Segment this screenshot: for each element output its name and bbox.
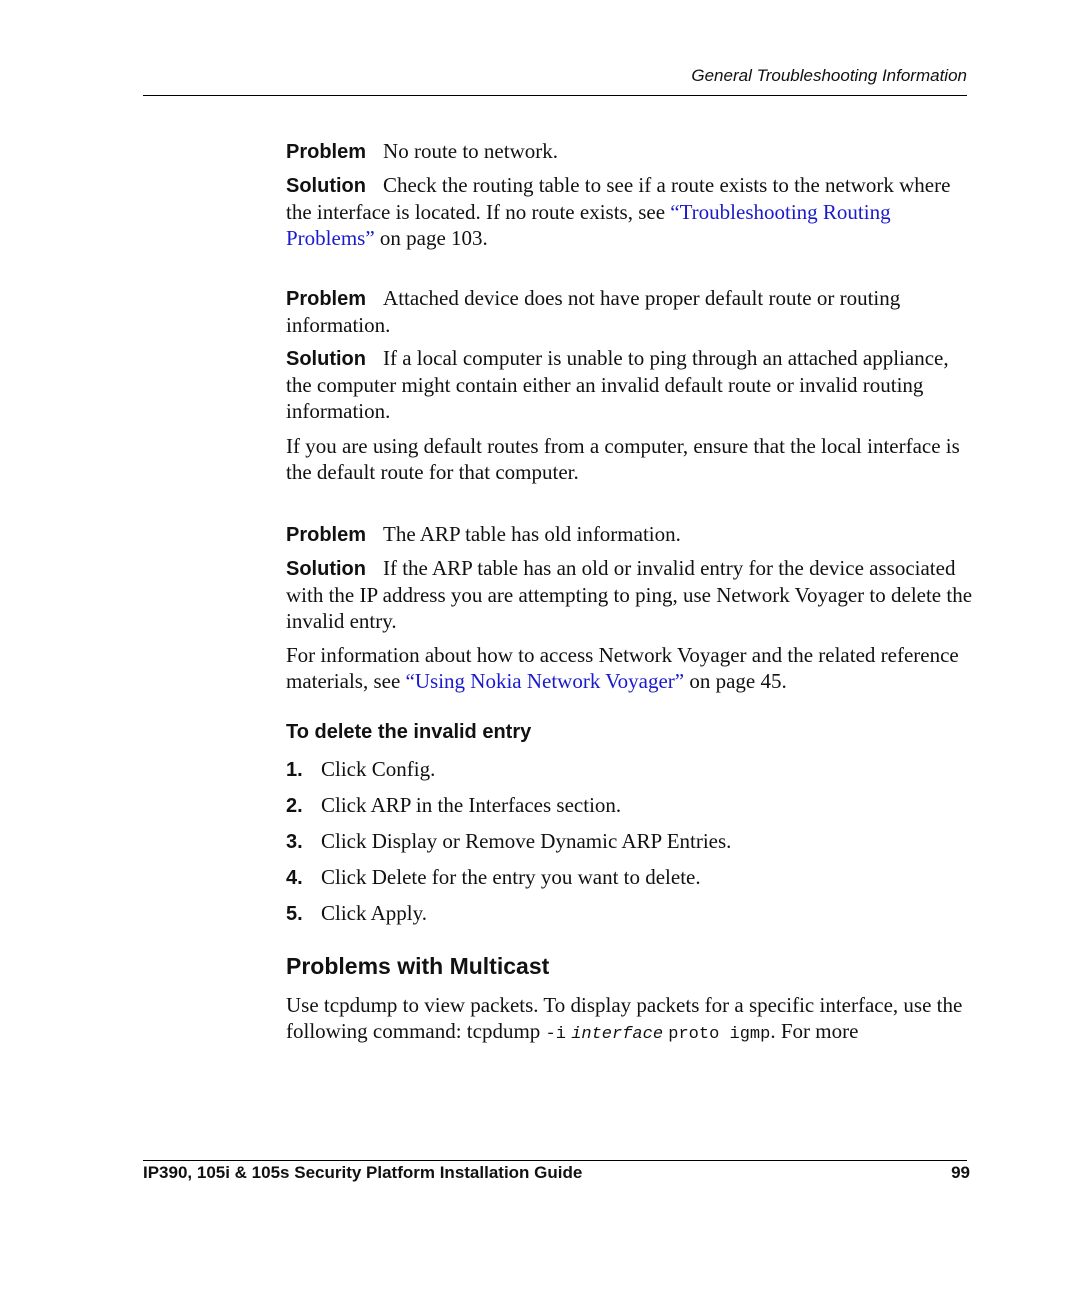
problem-3	[286, 521, 976, 548]
step-number: 4.	[286, 867, 303, 889]
solution-text: If the ARP table has an old or invalid entry for the device associated with the IP address you are attempting to ping, use Network Voyager to delete the invalid entry.	[286, 556, 973, 633]
procedure-heading: To delete the invalid entry	[286, 721, 532, 743]
extra-text: For information about how to access Network Voyager and the related reference materials, see	[286, 643, 959, 693]
step-number: 3.	[286, 831, 303, 853]
extra-text-tail: on page 45.	[684, 669, 787, 693]
problem-text: No route to network.	[383, 139, 558, 163]
running-header-title: General Troubleshooting Information	[691, 66, 967, 85]
command-flag: -i	[545, 1025, 566, 1044]
page-number: 99	[951, 1163, 970, 1182]
solution-label: Solution	[286, 558, 366, 580]
step-text: Click ARP in the Interfaces section.	[321, 793, 622, 817]
step-text: Click Delete for the entry you want to delete.	[321, 865, 701, 889]
step-number: 2.	[286, 795, 303, 817]
step-text: Click Display or Remove Dynamic ARP Entries.	[321, 829, 732, 853]
using-network-voyager-link[interactable]: “Using Nokia Network Voyager”	[405, 669, 685, 693]
troubleshooting-routing-link[interactable]: “Troubleshooting Routing Problems”	[286, 200, 891, 250]
solution-1	[286, 172, 976, 251]
procedure-step	[286, 864, 701, 891]
problem-label: Problem	[286, 524, 367, 546]
problem-1	[286, 138, 976, 165]
solution-text: If a local computer is unable to ping through an attached appliance, the computer might contain either an invalid default route or invalid routing information.	[286, 346, 949, 423]
step-number: 5.	[286, 903, 303, 925]
solution-text-tail: on page 103.	[374, 226, 488, 250]
command-argument: interface	[571, 1025, 664, 1044]
problem-label: Problem	[286, 141, 367, 163]
multicast-paragraph	[286, 992, 976, 1048]
step-text: Click Apply.	[321, 901, 427, 925]
procedure-step	[286, 792, 621, 819]
solution-text: Check the routing table to see if a route exists to the network where the interface is located. If no route exists, see	[286, 173, 951, 224]
header-rule	[143, 95, 967, 96]
step-text: Click Config.	[321, 757, 436, 781]
problem-text: The ARP table has old information.	[383, 522, 681, 546]
procedure-step	[286, 828, 731, 855]
footer-document-title: IP390, 105i & 105s Security Platform Installation Guide	[143, 1163, 583, 1182]
procedure-step	[286, 900, 427, 927]
solution-3	[286, 555, 976, 634]
section-heading-multicast: Problems with Multicast	[286, 953, 550, 979]
solution-2	[286, 345, 976, 424]
problem-label: Problem	[286, 288, 367, 310]
solution-label: Solution	[286, 348, 366, 370]
step-number: 1.	[286, 759, 303, 781]
multicast-text: Use tcpdump to view packets. To display packets for a specific interface, use the following command: tcpdump	[286, 993, 963, 1043]
procedure-step	[286, 756, 435, 783]
problem-2	[286, 285, 976, 338]
footer-rule	[143, 1160, 967, 1161]
command-tail: proto igmp	[668, 1025, 771, 1044]
multicast-text-tail: . For more	[770, 1019, 859, 1043]
solution-3-extra	[286, 642, 976, 694]
solution-label: Solution	[286, 175, 366, 197]
problem-text: Attached device does not have proper default route or routing information.	[286, 286, 901, 337]
solution-2-extra: If you are using default routes from a computer, ensure that the local interface is the default route for that computer.	[286, 434, 960, 484]
